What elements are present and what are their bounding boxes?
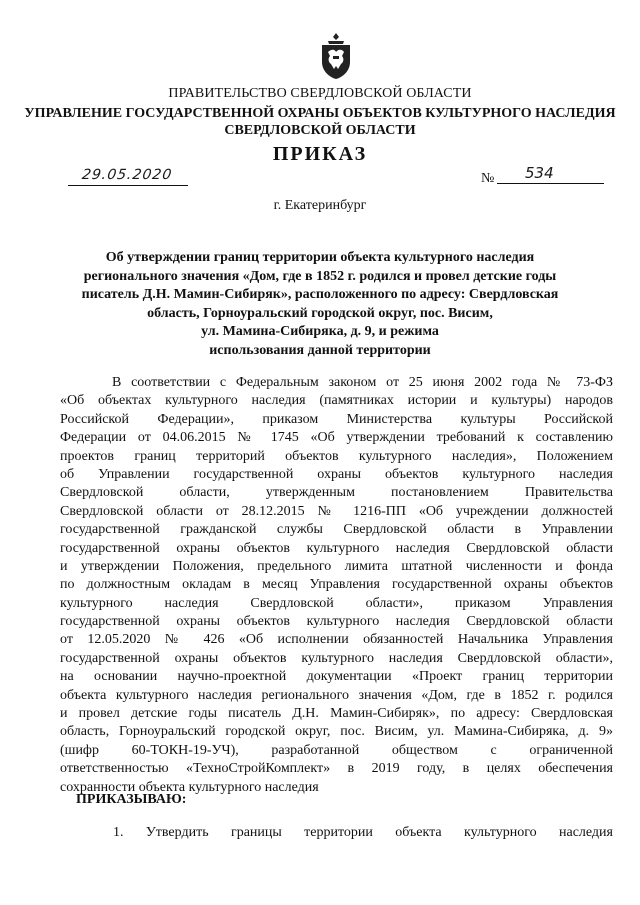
body-line: «Об объектах культурного наследия (памятниках истории и культуры) народов <box>60 393 613 409</box>
government-name: ПРАВИТЕЛЬСТВО СВЕРДЛОВСКОЙ ОБЛАСТИ <box>168 86 472 101</box>
order-number-underline <box>497 183 604 184</box>
body-line: сохранности объекта культурного наследия <box>60 779 319 795</box>
body-paragraph <box>60 374 613 797</box>
department-line: УПРАВЛЕНИЕ ГОСУДАРСТВЕННОЙ ОХРАНЫ ОБЪЕКТОВ КУЛЬТУРНОГО НАСЛЕДИЯ <box>24 106 616 121</box>
title-line: область, Горноуральский городской округ, пос. Висим, <box>147 305 493 321</box>
order-date <box>68 167 188 186</box>
body-line: на основании научно-проектной документации «Проект границ территории <box>60 669 613 685</box>
department-name <box>0 105 640 139</box>
document-type: ПРИКАЗ <box>272 143 368 165</box>
order-directive: ПРИКАЗЫВАЮ: <box>76 792 187 807</box>
body-line: ответственностью «ТехноСтройКомплект» в 2019 году, в целях обеспечения <box>60 761 613 777</box>
order-number-label: № <box>481 171 495 186</box>
body-line: Свердловской области, утвержденным постановлением Правительства <box>60 485 613 501</box>
body-line: Федерации от 04.06.2015 № 1745 «Об утверждении требований к составлению <box>60 430 613 446</box>
body-line: Российской Федерации», приказом Министерства культуры Российской <box>60 411 613 427</box>
body-line: государственной охраны объектов культурного наследия Свердловской области», <box>60 650 613 666</box>
city: г. Екатеринбург <box>273 198 367 213</box>
body-line: (шифр 60-ТОКН-19-УЧ), разработанной обществом с ограниченной <box>60 742 613 758</box>
order-item-1: 1. Утвердить границы территории объекта культурного наследия <box>113 825 613 840</box>
coat-of-arms-icon <box>316 32 356 80</box>
body-line: область, Горноуральский городской округ, пос. Висим, ул. Мамина-Сибиряка, д. 9» <box>60 724 613 740</box>
body-line: и утверждении Положения, предельного лимита штатной численности и фонда <box>60 558 613 574</box>
body-line: Свердловской области от 28.12.2015 № 1216-ПП «Об учреждении должностей <box>60 503 613 519</box>
order-date-value: 29.05.2020 <box>80 167 174 183</box>
body-line: об Управлении государственной охраны объектов культурного наследия <box>60 466 613 482</box>
title-line: ул. Мамина-Сибиряка, д. 9, и режима <box>201 324 439 339</box>
body-line: и провел детские годы писатель Д.Н. Мамин-Сибиряк», по адресу: Свердловская <box>60 706 613 722</box>
order-number: 534 <box>525 164 554 182</box>
title-line: регионального значения «Дом, где в 1852 г. родился и провел детские годы <box>83 268 557 284</box>
department-line: СВЕРДЛОВСКОЙ ОБЛАСТИ <box>224 123 416 138</box>
body-line: государственной гражданской службы Свердловской области в Управлении <box>60 522 613 538</box>
body-line: В соответствии с Федеральным законом от 25 июня 2002 года № 73-ФЗ <box>112 375 613 390</box>
body-line: объекта культурного наследия регионального значения «Дом, где в 1852 г. родился <box>60 687 613 703</box>
body-line: от 12.05.2020 № 426 «Об исполнении обязанностей Начальника Управления <box>60 632 613 648</box>
order-title <box>60 249 580 360</box>
body-line: государственной охраны объектов культурного наследия Свердловской области <box>60 540 613 556</box>
body-line: проектов границ территорий объектов культурного наследия», Положением <box>60 448 613 464</box>
body-line: государственной охраны объектов культурного наследия Свердловской области <box>60 614 613 630</box>
body-line: культурного наследия Свердловской области», приказом Управления <box>60 595 613 611</box>
title-line: использования данной территории <box>209 342 431 358</box>
title-line: Об утверждении границ территории объекта культурного наследия <box>105 250 535 265</box>
body-line: по должностным окладам в месяц Управления государственной охраны объектов <box>60 577 613 593</box>
title-line: писатель Д.Н. Мамин-Сибиряк», расположенного по адресу: Свердловская <box>81 287 559 302</box>
